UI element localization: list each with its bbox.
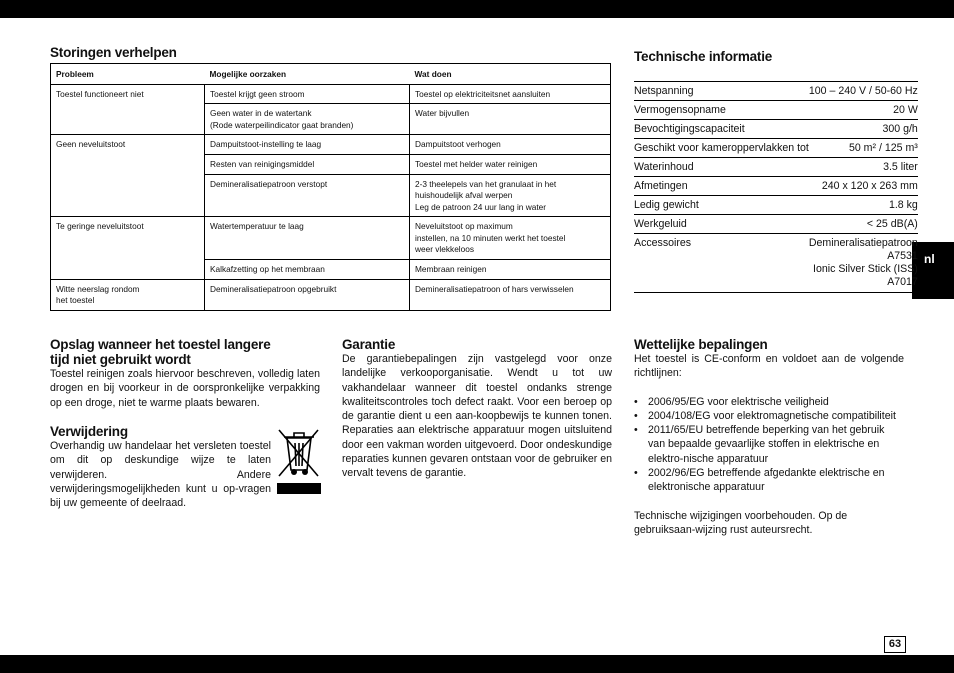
language-tab	[912, 242, 954, 299]
page-number: 63	[884, 636, 906, 653]
language-tab-label: nl	[924, 252, 935, 266]
warranty-heading: Garantie	[342, 337, 396, 352]
storage-heading-line2: tijd niet gebruikt wordt	[50, 352, 191, 367]
action-cell: Membraan reinigen	[410, 260, 611, 280]
spec-value: 3.5 liter	[809, 158, 918, 177]
spec-label: Ledig gewicht	[634, 196, 809, 215]
table-row	[634, 158, 918, 177]
cause-cell: Resten van reinigingsmiddel	[205, 154, 410, 174]
cause-cell: Toestel krijgt geen stroom	[205, 84, 410, 104]
legal-section	[634, 337, 904, 537]
legal-heading: Wettelijke bepalingen	[634, 337, 768, 352]
list-item: • 2006/95/EG voor elektrische veiligheid	[634, 395, 904, 409]
warranty-section	[342, 337, 612, 481]
top-bar	[0, 0, 954, 18]
cause-cell: Demineralisatiepatroon verstopt	[205, 174, 410, 217]
cause-cell: Kalkafzetting op het membraan	[205, 260, 410, 280]
problem-cell: Te geringe neveluitstoot	[51, 217, 205, 279]
spec-label: Waterinhoud	[634, 158, 809, 177]
legal-intro: Het toestel is CE-conform en voldoet aan de volgende richtlijnen:	[634, 353, 904, 380]
action-cell: Toestel op elektriciteitsnet aansluiten	[410, 84, 611, 104]
spec-value: 300 g/h	[809, 120, 918, 139]
problem-cell: Geen neveluitstoot	[51, 135, 205, 217]
problem-cell: Toestel functioneert niet	[51, 84, 205, 135]
spec-label: Geschikt voor kameroppervlakken tot	[634, 139, 809, 158]
legal-footer: Technische wijzigingen voorbehouden. Op de gebruiksaan-wijzing rust auteursrecht.	[634, 509, 848, 536]
troubleshooting-table	[50, 63, 611, 311]
action-cell: Water bijvullen	[410, 104, 611, 135]
warranty-text: De garantiebepalingen zijn vastgelegd voor onze landelijke verkooporganisatie. Wendt u tot uw vakhandelaar wanneer dit toestel ondanks strenge kwaliteitscontroles toch defect raakt. Voor een beroep op de garantie dient u een aan-koopbewijs te kunnen tonen. Reparaties aan elektrische apparatuur mogen uitsluitend door een vakman worden uitgevoerd. Door ondeskundige reparaties kunnen gevaren ontstaan voor de gebruiker en vervalt tevens de garantie.	[342, 353, 612, 480]
spec-label: Bevochtigingscapaciteit	[634, 120, 809, 139]
troubleshooting-heading: Storingen verhelpen	[50, 45, 177, 60]
technical-table	[634, 81, 918, 293]
directive-list	[634, 395, 904, 495]
cause-cell: Demineralisatiepatroon opgebruikt	[205, 279, 410, 310]
spec-value: Demineralisatiepatroon A7531 Ionic Silver Stick (ISS) A7017	[809, 234, 918, 293]
crossed-out-wheelie-bin-icon	[275, 424, 321, 496]
table-row	[634, 82, 918, 101]
table-row	[634, 139, 918, 158]
action-cell: Demineralisatiepatroon of hars verwisselen	[415, 283, 574, 294]
bottom-bar	[0, 655, 954, 673]
table-header-row	[51, 64, 611, 85]
column-header: Wat doen	[410, 64, 611, 85]
table-row	[634, 215, 918, 234]
action-cell: Dampuitstoot verhogen	[410, 135, 611, 155]
action-cell: Toestel met helder water reinigen	[410, 154, 611, 174]
table-row	[51, 279, 611, 310]
spec-value: < 25 dB(A)	[809, 215, 918, 234]
column-header: Mogelijke oorzaken	[205, 64, 410, 85]
spec-label: Vermogensopname	[634, 101, 809, 120]
list-item: • 2011/65/EU betreffende beperking van het gebruik van bepaalde gevaarlijke stoffen in elektrische en elektro-nische apparatuur	[634, 423, 904, 466]
disposal-heading: Verwijdering	[50, 424, 128, 439]
technical-heading: Technische informatie	[634, 49, 773, 64]
problem-cell: Witte neerslag rondom het toestel	[51, 279, 205, 310]
action-cell: 2-3 theelepels van het granulaat in het huishoudelijk afval werpen Leg de patroon 24 uur lang in water	[410, 174, 611, 217]
storage-text: Toestel reinigen zoals hiervoor beschreven, volledig laten drogen en bij voorkeur in de oorspronkelijke verpakking op een droge, niet te warme plaats bewaren.	[50, 368, 320, 409]
spec-value: 20 W	[809, 101, 918, 120]
spec-label: Netspanning	[634, 82, 809, 101]
spec-label: Afmetingen	[634, 177, 809, 196]
list-item: • 2004/108/EG voor elektromagnetische compatibiliteit	[634, 409, 904, 423]
storage-section	[50, 337, 320, 410]
cause-cell: Geen water in de watertank (Rode waterpeilindicator gaat branden)	[205, 104, 410, 135]
storage-heading-line1: Opslag wanneer het toestel langere	[50, 337, 271, 352]
disposal-text: Overhandig uw handelaar het versleten toestel om dit op deskundige wijze te laten verwijderen. Andere verwijderingsmogelijkheden kunt u op-vragen bij uw gemeente of deelraad.	[50, 440, 271, 510]
spec-value: 100 – 240 V / 50-60 Hz	[809, 82, 918, 101]
list-item: • 2002/96/EG betreffende afgedankte elektrische en elektronische apparatuur	[634, 466, 904, 495]
cause-cell: Watertemperatuur te laag	[205, 217, 410, 260]
table-row	[634, 177, 918, 196]
action-cell: Neveluitstoot op maximum instellen, na 10 minuten werkt het toestel weer vlekkeloos	[410, 217, 611, 260]
table-row	[51, 84, 611, 104]
disposal-section	[50, 424, 271, 510]
spec-label: Accessoires	[634, 234, 809, 293]
cause-cell: Dampuitstoot-instelling te laag	[205, 135, 410, 155]
spec-value: 50 m² / 125 m³	[809, 139, 918, 158]
spec-value: 1.8 kg	[809, 196, 918, 215]
spec-value: 240 x 120 x 263 mm	[809, 177, 918, 196]
table-row	[634, 234, 918, 293]
table-row	[634, 101, 918, 120]
table-row	[51, 217, 611, 260]
table-row	[634, 196, 918, 215]
table-row	[634, 120, 918, 139]
column-header: Probleem	[51, 64, 205, 85]
spec-label: Werkgeluid	[634, 215, 809, 234]
table-row	[51, 135, 611, 155]
